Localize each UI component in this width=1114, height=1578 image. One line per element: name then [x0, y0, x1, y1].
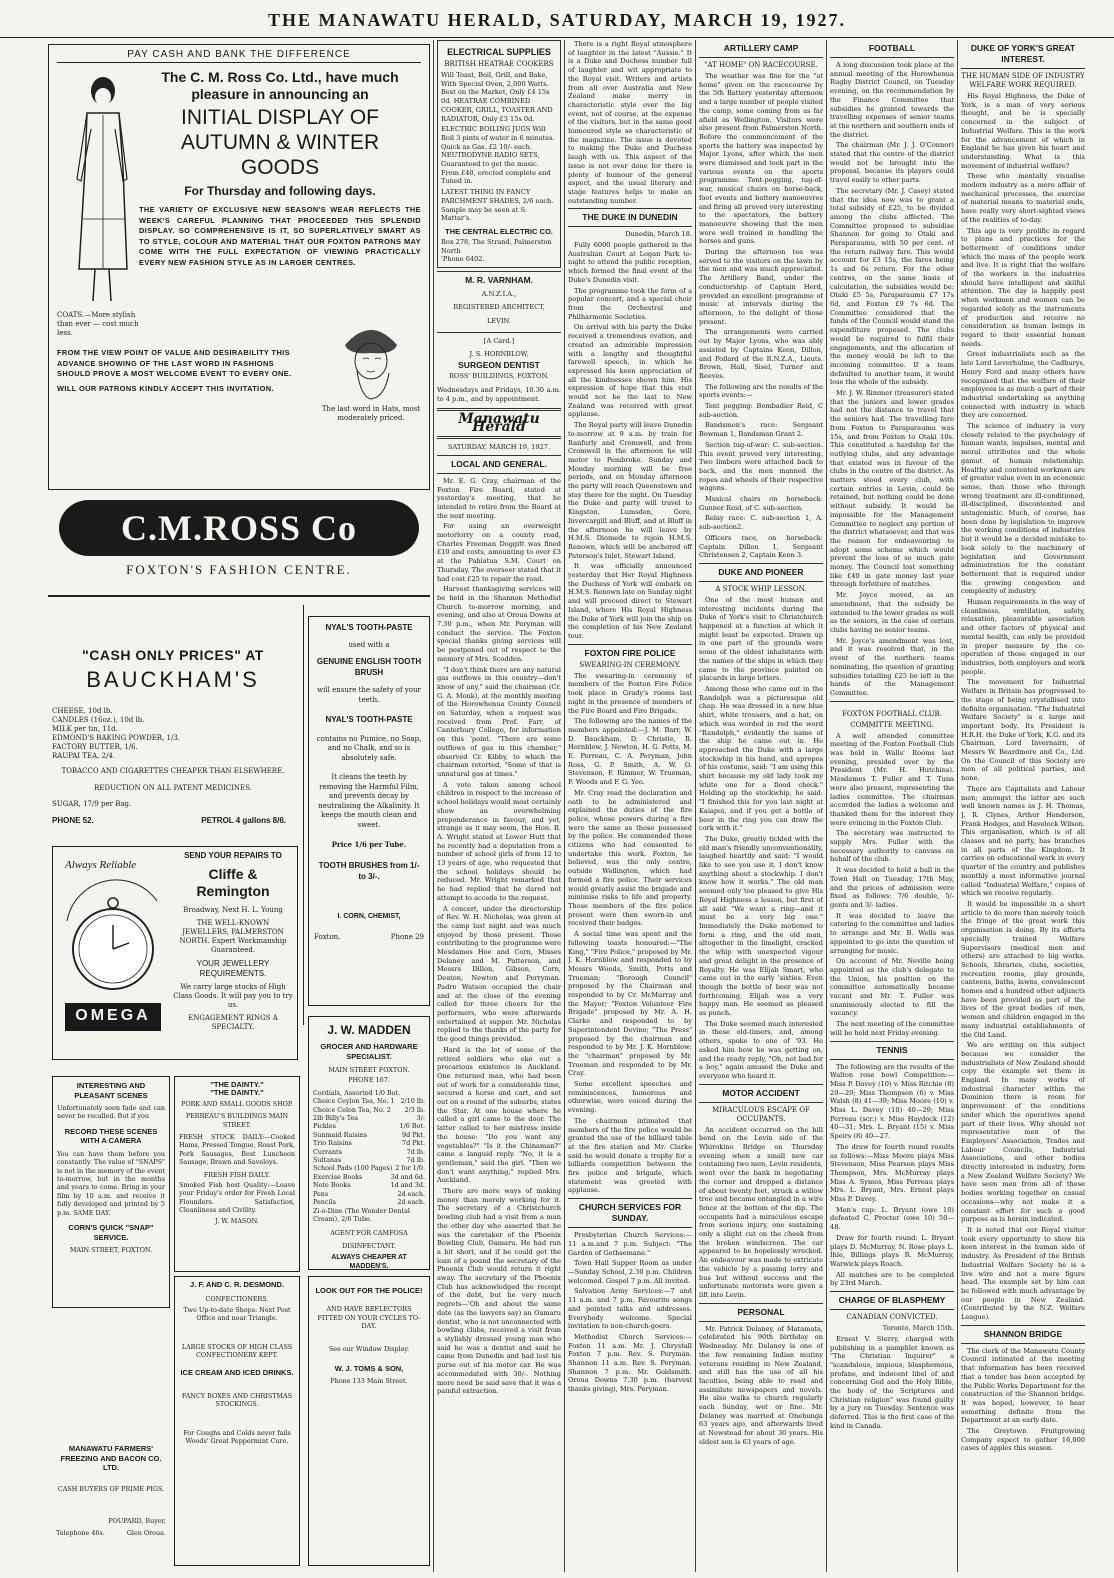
madden-title: GROCER AND HARDWARE SPECIALIST.	[320, 1042, 418, 1061]
madden-price-row	[313, 1148, 425, 1156]
football-body	[830, 61, 954, 698]
cliffe-name2: Remington	[196, 883, 270, 899]
football-paragraph: Mr. Joyce's amendment was lost, and it was resolved that, in the event of the northern teams nominating, the question of granting subsidies totalling £25 be left in the hands of the Management Committee.	[830, 636, 954, 697]
madden-item-price: 7d lb.	[406, 1147, 425, 1156]
club-heading: FOXTON FOOTBALL CLUB.	[842, 709, 942, 718]
ross-line5: For Thursday and following days.	[184, 184, 376, 198]
madden-item-name: Sultanas	[313, 1156, 342, 1165]
madden-agent: AGENT FOR CAMFOSA	[330, 1229, 408, 1238]
duke-interest-heading: DUKE OF YORK'S GREAT INTEREST.	[970, 43, 1076, 64]
pioneer-heading: DUKE AND PIONEER	[718, 566, 804, 577]
shannon-paragraph: The clerk of the Manawatu County Council intimated at the meeting that information has been received that a tender has been accepted by the Public Works Department for the construction of the Shannon bridge. It was hoped, however, to hear something definite from the Department at an early date.	[961, 1346, 1085, 1425]
nyal-chemist: I. CORN, CHEMIST,	[337, 912, 401, 920]
duke-interest-paragraph: There are Capitalists and Labour men; amongst the latter are such well known names as J. H. Thomas, J. R. Clynes, Arthur Henderson, Frank Hodges, and Havelock Wilson. This organisation, which is of all classes and no party, has branches in all parts of the Kingdom. It carries on educational work in every quarter of the country and publishes monthly a most informative journal called "Industrial Welfare," copies of which we receive regularly.	[961, 784, 1085, 898]
watch-brand-text: OMEGA	[75, 1007, 151, 1024]
pioneer-paragraph: The Duke, greatly tickled with the old man's friendly unconventionality, laughed heartily and said: "I would like to see you use it. I don't know anything about a stockwhip. I don't know how it works." The old man seemed only too pleased to give His Royal Highness a lesson, but first of all said "We want a ring—and it must be a very big one." Immediately the Duke motioned to form a ring, and the old man, altogether in the limelight, cracked the whip with unexpected vigour and great delight in the presence of Royalty. He was Elijah Smart, who came out in the early 'sixties. Even though the bottle of beer was not forthcoming, Elijah was a very happy man. He seemed as pleased as punch.	[699, 834, 823, 1018]
duke-dunedin-body	[568, 241, 692, 641]
nyal-phone: Phone 29	[390, 933, 424, 941]
ross-logo-text: C.M.ROSS Co	[120, 508, 358, 548]
artillery-paragraph: Officers race, on horseback: Captain Dillon 1, Sergeant Christensen 2, Captain Keen 3.	[699, 533, 823, 560]
madden-price-row	[313, 1164, 425, 1172]
tennis-body	[830, 1063, 954, 1289]
dainty-text5: Smoked Fish best Quality:—Leave your Friday's order for Fresh Local Flounders. Satisfaction, Cleanliness and Civility.	[179, 1181, 295, 1215]
madden-item-price: 1d and 3d.	[390, 1181, 425, 1190]
artillery-paragraph: Tent pegging: Bombadier Reid, C sub-section.	[699, 402, 823, 419]
madden-item-price: 2/10 lb.	[400, 1097, 425, 1106]
farmers-text: CASH BUYERS OF PRIME PIGS.	[57, 1484, 165, 1493]
electric-subheading: BRITISH HEATRAE COOKERS	[444, 60, 554, 68]
duke-interest-paragraph: This age is very prolific in regard to plans and practices for the betterment of conditions under which the mass of the people work and live. It is right that the welfare of the workers in the industries should have intelligent and skilful attention. The day is happily past when workmen and women can be regarded solely as the instruments of production and receive no consideration as human beings in regard to their essential human needs.	[961, 226, 1085, 348]
farmers-place: Glen Oroua.	[126, 1529, 166, 1538]
nyal-text3: contains no Pumice, no Soap, and no Chalk, and so is absolutely safe.	[316, 734, 422, 762]
madden-item-price: 2 for 1/0.	[395, 1164, 425, 1173]
electric-text3: LATEST THING IN FANCY PARCHMENT SHADES, 2/6 each. Sample may be seen at S. Mattar's.	[441, 188, 554, 223]
hat-woman-illustration	[331, 311, 411, 401]
artillery-paragraph: The weather was fine for the "at home" given on the racecourse by the 5th Battery yesterday afternoon and a large number of people visited the camp, some coming from as far afield as Wellington. Visitors were also present from Palmerston North. Before the commencement of the sports the battery was inspected by Major Lyons, after which the men were dismissed and took part in the various events on the sports programme. Tent-pegging, tug-of-war, musical chairs on horse-back, foot events and battery manoeuvres and firing all proved very interesting to the spectators, the battery manoeuvre showing that the men were well trained in handling the horses and guns.	[699, 72, 823, 246]
electric-phone: 'Phone 6402.	[441, 255, 485, 264]
duke-dunedin-paragraph: The Royal party will leave Dunedin to-morrow at 9 a.m. by train for Ranfurly and Cromwell, and from Cromwell in the afternoon he will motor to Pembroke. Sunday and Monday morning will be free periods, and on Monday afternoon the party will reach Queenstown and stay there for the night. On Tuesday the Duke and party will travel to Kingston, Lumsden, Gore, Invercargill and Bluff, and at Bluff in the afternoon he will leave by H.M.S. Diomede to rejoin H.M.S. Renown, which will be anchored off Paterson's Inlet, Stewart Island.	[568, 421, 692, 560]
madden-item-name: Note Books	[313, 1181, 351, 1190]
duke-dunedin-paragraph: The programme took the form of a popular concert, and a special choir from the Orchestral and Philharmonic Societies.	[568, 286, 692, 321]
column-rule	[695, 40, 696, 1572]
shannon-heading: SHANNON BRIDGE	[983, 1328, 1063, 1339]
tennis-paragraph: The following are the results of the Walton rose bowl Competition:—Miss P. Davey (10) v. Miss Ritchie (8) 20—29; Miss Thompson (6) v. Miss Walsh (8) 41—39; Miss Moore (10) v. Miss L. Davey (10) 40—29; Miss Perreau (scr.) v. Miss Haydock (12) 40—31; Mrs. L. Bryant (15) v. Miss Speirs (8) 40—27.	[830, 1062, 954, 1141]
blasphemy-paragraph: Ernest V. Sterry, charged with publishing in a pamphlet known as "The Christian Inquirer" a "scandalous, impious, blasphemous, profane, and indecent libel of and concerning God and the Holy Bible, the body of the Scriptures and Christian religion" was found guilty by a jury on Tuesday. Sentence was deferred. This is the first case of the kind in Canada.	[830, 1334, 954, 1430]
fire-police-paragraph: The following are the names of the members appointed:—J. M. Barr, W. D. Bauckham, D. Christie, R. Hornblow, J. Newton, H. G. Potts, M. E. Perreau, C. A. Peryman, John Ross, G. P. Smith, A. W. O. Stevenson, F. Rimmer, W. Trueman, F. Woods and F. G. Yeo.	[568, 717, 692, 787]
madden-advertisement	[308, 1016, 430, 1270]
bauckham-item: EDMOND'S BAKING POWDER, 1/3.	[52, 734, 181, 742]
local-general-body	[437, 477, 561, 1396]
blasphemy-dateline: Toronto, March 15th.	[882, 1324, 954, 1333]
camera-heading3: CORN'S QUICK "SNAP" SERVICE.	[68, 1223, 154, 1242]
madden-item-name: Sunmaid Raisins	[313, 1130, 368, 1139]
duke-dunedin-heading: THE DUKE IN DUNEDIN	[582, 212, 678, 223]
dainty-text2: PERREAU'S BUILDINGS MAIN STREET.	[185, 1112, 289, 1129]
church-paragraph: Salvation Army Services:—7 and 11 a.m. and 7 p.m. Favourite songs and pointed talks and addresses. Everybody welcome. Special invitation to non-church-goers.	[568, 1287, 692, 1331]
madden-price-row	[313, 1156, 425, 1164]
nyal-advertisement	[308, 616, 430, 1006]
madden-price-row	[313, 1139, 425, 1147]
camera-street: MAIN STREET, FOXTON.	[69, 1246, 153, 1255]
fire-police-paragraph: The chairman intimated that members of the fire police would be granted the use of the billiard table at the fire station and Mr. Clarke said he would donate a trophy for a billiards competition between the fire police and brigade, which statement was greeted with applause.	[568, 1116, 692, 1195]
fire-police-subheading: SWEARING-IN CEREMONY.	[579, 660, 681, 669]
bauckham-reduction: REDUCTION ON ALL PATENT MEDICINES.	[94, 784, 252, 792]
madden-price-row	[313, 1131, 425, 1139]
madden-price-row	[313, 1114, 425, 1122]
local-general-paragraph: Hard is the lot of some of the retired soldiers who eke out a precarious existence in Auckland. One returned man, who had been out of work for a considerable time, secured a horse and cart, and set out on a round of the suburbs, states the Star. At one house where he called a girl came to the door. The latter called to her mistress inside the house: "Do you want any vegetables?" "Is it the Chinaman?" came a languid reply. "No, it is a gentleman," said the girl. "Then we don't want anything," replied Mrs. Auckland.	[437, 1045, 561, 1185]
fire-police-paragraph: Mr. Cray read the declaration and oath to be administered and explained the duties of the fire police, whose powers during a fire were the same as those possessed by the police. He commended those citizens who had consented to undertake this work. Foxton, he believed, was the only centre, outside Wellington, which had formed a fire police. Their services would greatly assist the brigade and minimise risks to life and property. Those members of the fire police present were then sworn-in and received their badges.	[568, 788, 692, 928]
fashion-figure-illustration	[57, 69, 135, 309]
column-3	[699, 40, 823, 1572]
madden-item-name: Cordials, Assorted 1/0 Bot.	[313, 1088, 401, 1097]
artillery-heading: ARTILLERY CAMP	[723, 43, 799, 53]
artillery-paragraph: Section tug-of-war: C. sub-section. This event proved very interesting. Two limbers were attached back to back, and the men manned the ropes and wheels of their respective wagons.	[699, 440, 823, 493]
duke-interest-paragraph: Those who mentally visualise modern industry as a mere affair of mechanical processes, the exercise of material means to material ends, have really very short-sighted views of the realities of to-day.	[961, 172, 1085, 224]
church-paragraph: Presbyterian Church Services:— 11 a.m.and 7 p.m. Subject: "The Garden of Gethsemane."	[568, 1231, 692, 1257]
hornblow-hours: Wednesdays and Fridays, 10.30 a.m. to 4 p.m., and by appointment.	[437, 386, 561, 403]
aussie-article	[568, 40, 692, 205]
fire-police-paragraph: A social time was spent and the following toasts honoured:—"The King," "Fire Police," proposed by Mr. J. K. Hornblow and responded to by Messrs Woods, Smith, Potts and Trueman; "Borough Council" proposed by the Chairman and responded to by Cr. McMurray and the Mayor; "Foxton Volunteer Fire Brigade" proposed by Mr. A. H. Clarke and responded to by Superintendent Devine; "The Press" proposed by the chairman and responded to by Mr. J. K. Hornblow; the "chairman" proposed by Mr. Trueman and responded to by Mr. Cray.	[568, 930, 692, 1078]
ross-line4: GOODS	[240, 156, 320, 179]
cliffe-stock: We carry large stocks of High Class Goods. It will pay you to try us.	[173, 983, 293, 1009]
nyal-heading3: NYAL'S TOOTH-PASTE	[325, 715, 413, 724]
varnham-card	[437, 275, 561, 326]
local-general-heading: LOCAL AND GENERAL.	[451, 458, 547, 469]
madden-item-name: Pens	[313, 1189, 329, 1198]
madden-item-price: 2/3 lb.	[404, 1105, 425, 1114]
club-paragraph: The secretary was instructed to supply Mrs. Fuller with the necessary authority to canvass on behalf of the club.	[830, 829, 954, 864]
fire-police-paragraph: Some excellent speeches and reminiscences, humorous and otherwise, were voiced during the evening.	[568, 1080, 692, 1115]
divider	[303, 605, 304, 1025]
toms-name: W. J. TOMS & SON,	[334, 1364, 404, 1374]
duke-interest-paragraph: It is noted that our Royal visitor took every opportunity to show his keen interest in the human side of industry. As President of the British Industrial Welfare Society he is a live wire and not a mere figure head. The example set by him can be followed with much advantage by our people in New Zealand. (Contributed by the N.Z. Welfare League).	[961, 1226, 1085, 1322]
madden-item-name: 2lb Billy's Tea	[313, 1114, 359, 1123]
bauckham-items	[52, 707, 294, 761]
artillery-paragraph: Bandsmen's race: Sergeant Bowman 1, Bandsman Grant 2.	[699, 421, 823, 439]
church-heading: CHURCH SERVICES FOR SUNDAY.	[578, 1202, 682, 1224]
herald-nameplate: Manawatu Herald	[458, 410, 540, 436]
madden-name: J. W. MADDEN	[327, 1023, 411, 1037]
ross-line2: INITIAL DISPLAY OF	[180, 106, 379, 129]
electric-text1: Will Toast, Boil, Grill, and Bake, With Special Oven, 2,000 Watts. Best on the Market, Only £4 15s 0d. HEATRAE COMBINED COOKER, GRILL, TOASTER AND RADIATOR, Only £3 15s 0d.	[441, 71, 553, 123]
motor-body	[699, 1126, 823, 1300]
artillery-paragraph: The following are the results of the sports events:—	[699, 382, 823, 400]
dainty-owner: J. W. MASON.	[215, 1216, 259, 1225]
desmond-text2: Two Up-to-date Shops: Next Post Office and near Triangle.	[183, 1305, 291, 1323]
bauckham-item: CANDLES (16oz.), 10d lb.	[52, 716, 145, 724]
madden-item-price: 9d Pkt.	[402, 1130, 425, 1139]
local-general-paragraph: Harvest thanksgiving services will be held in the Shannon Methodist Church to-morrow morning, and evening, and also at Oroua Downs at 7.30 p.m., when Mr. Peryman will conduct the service. The Foxton special thanks giving services will be postponed out of respect to the memory of Mrs. Scodden.	[437, 585, 561, 663]
duke-interest-paragraph: We are writing on this subject because we consider the industrialists of New Zealand should copy the example set them in England. In many works of industrial character within the Dominion there is room for improvement of the conditions under which the operatives spend part of their lives. Why should not representative men of the Employers' Association, Trades and Labour Councils, Industrial Associations, and other bodies directly interested in industry, form a New Zealand Welfare Society? We have seen men from all of these bodies working together on casual occasions—why not make it a constant effort for such a good purpose as is herein indicated.	[961, 1041, 1085, 1224]
nyal-text1: used with a	[348, 640, 390, 649]
blasphemy-body	[830, 1335, 954, 1431]
local-general-paragraph: A vote taken among school children in respect to the increase of school holidays would most certainly show an overwhelming preponderance in favour, and yet, strange as it may seem, the Hon. R. A. Wright stated at Lower Hutt that he recently had a deputation from a number of school girls of from 12 to 13 years of age, who requested that the school holidays should be reduced. Mr. Wright remarked that he had replied that he dared not attempt to accede to the request.	[437, 780, 561, 902]
duke-interest-subheading: THE HUMAN SIDE OF INDUSTRY WELFARE WORK REQUIRED.	[961, 72, 1085, 89]
ross-logo	[59, 500, 419, 556]
madden-price-row	[313, 1198, 425, 1206]
blasphemy-subheading: CANADIAN CONVICTED.	[846, 1313, 938, 1322]
duke-interest-paragraph: Human requirements in the way of cleanliness, ventilation, safety, relaxation, pleasurable association and other factors of physical and mental health, can only be provided in proper measure by the co-operation of those engaged in our industries, both employers and work people.	[961, 598, 1085, 676]
madden-item-name: Trio Raisins	[313, 1139, 352, 1148]
cliffe-rings: ENGAGEMENT RINGS A SPECIALTY.	[188, 1014, 278, 1031]
madden-disinfect: DISINFECTANT.	[342, 1241, 396, 1250]
varnham-name: M. R. VARNHAM.	[465, 275, 533, 286]
tennis-paragraph: All matches are to be completed by 23rd March.	[830, 1270, 954, 1288]
newspaper-title: THE MANAWATU HERALD, SATURDAY, MARCH 19, 1927.	[267, 10, 847, 30]
divider	[48, 595, 430, 597]
football-paragraph: The chairman (Mr. J. J. O'Connor) stated that the centre of the district would not be brought into the proposal, because its players could travel easily to other parts.	[830, 141, 954, 185]
club-paragraph: A well attended committee meeting of the Foxton Football Club was held in Walls' Rooms last evening, presided over by the President (Mr. H. Hutchins). Mesdames T. Fuller and T. Tuna were also present, representing the ladies committee. The chairman accorded the ladies a welcome and thanked them for the interest they were evincing in the Foxton Club.	[830, 731, 954, 827]
duke-interest-body	[961, 92, 1085, 1322]
nyal-heading1: NYAL'S TOOTH-PASTE	[325, 623, 413, 632]
nyal-text2: will ensure the safety of your teeth.	[317, 686, 421, 704]
column-5	[961, 40, 1085, 1572]
shannon-paragraph: The Greytown Fruitgrowing Company expect to gather 16,000 cases of apples this season.	[961, 1427, 1085, 1453]
desmond-text3: LARGE STOCKS OF HIGH CLASS CONFECTIONERY KEPT.	[181, 1342, 293, 1360]
bauckham-phone: PHONE 52.	[52, 816, 94, 825]
ross-line1: The C. M. Ross Co. Ltd., have much pleasure in announcing an	[161, 69, 399, 102]
motor-paragraph: An accident occurred on the hill bend on the Levin side of the Whirokino Bridge on Thursday evening when a small new car containing two men, Levin residents, went over the bank in negotiating the corner and dropped a distance of about twenty feet, struck a willow tree and became entangled in a wire fence at the bottom of the dip. The occupants had a miraculous escape from serious injury, one sustaining only a slight cut on the cheek from the broken windscreen. The car appeared to be hopelessly wrecked. An endeavour was made to extricate the vehicle by a passing lorry and bus but without success and the unfortunate motorists were given a lift into Levin.	[699, 1125, 823, 1299]
cliffe-addr: Broadway, Next H. L. Young	[183, 906, 283, 914]
artillery-paragraph: The arrangements were carried out by Major Lyons, who was ably assisted by Captains Keen, Dillon, and Pollard of the R.N.Z.A., Lieuts. Brown, Hall, Sisel, Turner and Reeves.	[699, 328, 823, 380]
varnham-title: REGISTERED ARCHITECT,	[453, 302, 545, 311]
watch-top-text: Always Reliable	[65, 859, 137, 871]
football-paragraph: Mr. J. W. Rimmer (treasurer) stated that the juniors and lower grades had not the distance to travel that the seniors had. The travelling fare from Foxton to Paraparaumu was 15s, and from Foxton to Otaki 10s. This constituted a hardship for the outlying clubs, and any advantage that existed was in favour of the clubs in the centre of the district. As matters stood every club, with certain entries in Levin, could be retained, but nothing could be done without subsidy. It would be impossible for the Management Committee to neglect any portion of the district whatsoever, and that was the reason for endeavouring to adopt some scheme which would prevent the loss of so much gate money. The Council lost something like £40 in gate money last year through forfeiture of matches.	[830, 389, 954, 589]
church-paragraph: Methodist Church Services:— Foxton 11 a.m. Mr. J. Chrystall Foxton 7 p.m. Rev. S. Peryman. Shannon 11 a.m. Rev. S. Peryman. Shannon 7 p.m. Mr. Goldsmith. Oroua Downs 7.30 p.m. (harvest thanks giving), Mrs. Peryman.	[568, 1332, 692, 1394]
local-general-paragraph: A concert, under the directorship of Rev. W. H. Nicholas, was given at the camp last night and was much enjoyed by those present. Those contributing to the programme were Mesdames Hoe and Corn, Misses Delaney and M. Patterson, and Messrs Dillon, Gibson, Corn, Deaton, Newton and Perryman. Padre Watson occupied the chair and at the close of the evening called for three cheers for the performers, who were afterwards entertained at supper. Mr. Nicholas replied to the thanks of the party for the good things provided.	[437, 904, 561, 1044]
desmond-advertisement	[174, 1276, 300, 1566]
madden-street: MAIN STREET FOXTON.	[328, 1066, 410, 1074]
ross-hats: The last word in Hats, most moderately priced.	[321, 405, 421, 422]
pioneer-paragraph: One of the most human and interesting incidents during the Duke of York's visit to Christchurch happened at a function at which it might least be expected. Drawn up in one part of the grounds were some of the oldest inhabitants with the names of the ships in which they came to the province painted on placards in large letters.	[699, 595, 823, 683]
madden-item-name: School Pads (100 Pages)	[313, 1164, 393, 1173]
desmond-name: J. F. AND C. R. DESMOND.	[190, 1280, 284, 1289]
bauckham-item: MILK per tin, 11d.	[52, 725, 118, 733]
aussie-paragraph: There is a right Royal atmosphere of laughter in the latest "Aussie." It is a Duke and Duchess number full of laughter and wit appropriate to the Royal visit. Writers and artists from all over Australia and New Zealand make merry in characteristic style over the big event, not of course, at the expense of the visitors, but in the same good humoured style so characteristic of the magazine. The issue is devoted to making the Duke and Duchess laugh with us. This aspect of the issue is not over done for there is plenty of humour of the general aspect, and the usual literary and stage features helps to make an outstanding number.	[568, 40, 692, 205]
nyal-brush: TOOTH BRUSHES from 1/- to 3/-.	[318, 860, 420, 881]
pioneer-paragraph: The Duke seemed much interested in these old-timers, and, among others, spoke to one of '93. He asked him how he was getting on, and the ready reply, "Oh, not bad for a boy," again amused the Duke and everyone who heard it.	[699, 1019, 823, 1080]
club-paragraph: On account of Mr. Neville being appointed as the club's delegate to the Union, his position on the committee automatically became vacant and Mr. T. Fuller was unanimously elected to fill the vacancy.	[830, 957, 954, 1018]
artillery-subheading: "AT HOME" ON RACECOURSE.	[704, 61, 818, 69]
motor-heading: MOTOR ACCIDENT	[722, 1087, 800, 1098]
desmond-text5: FANCY BOXES AND CHRISTMAS STOCKINGS.	[181, 1391, 293, 1409]
madden-cheaper: ALWAYS CHEAPER AT MADDEN'S.	[331, 1254, 407, 1270]
artillery-paragraph: Relay race: C. sub-section 1, A. sub-section2.	[699, 514, 823, 532]
varnham-town: LEVIN.	[486, 317, 511, 326]
ross-banner: PAY CASH AND BANK THE DIFFERENCE	[57, 49, 421, 63]
church-paragraph: Town Hall Supper Room as under —Sunday School, 2.30 p.m. Children welcomed. Gospel 7 p.m. All invited.	[568, 1259, 692, 1285]
tennis-heading: TENNIS	[876, 1044, 908, 1055]
madden-item-name: Pickles	[313, 1122, 336, 1131]
electric-advertisement	[437, 40, 561, 268]
camera-text2: You can have them before you constantly. The value of "SNAPS" is not in the memory of the event to-morrow, but in the months and years to come. Bring in your film by 10 a.m. and receive it fully developed and printed by 5 p.m. SAME DAY.	[57, 1149, 165, 1217]
nyal-town: Foxton,	[314, 933, 341, 941]
madden-item-name: Pencils	[313, 1198, 336, 1207]
bauckham-heading2: BAUCKHAM'S	[86, 667, 260, 692]
pioneer-subheading: A STOCK WHIP LESSON.	[715, 584, 807, 593]
madden-item-price: 3/-	[416, 1114, 425, 1123]
column-4	[830, 40, 954, 1572]
bauckham-item: FACTORY BUTTER, 1/6.	[52, 743, 138, 751]
madden-item-name: Currants	[313, 1147, 342, 1156]
motor-subheading: MIRACULOUS ESCAPE OF OCCUPANTS.	[712, 1105, 810, 1123]
camera-heading2: RECORD THESE SCENES WITH A CAMERA	[64, 1126, 158, 1146]
hornblow-addr: ROSS' BUILDINGS, FOXTON.	[449, 371, 549, 380]
toms-heading: LOOK OUT FOR THE POLICE!	[315, 1286, 423, 1295]
column-rule	[433, 40, 434, 1572]
bauckham-item: RAUPAI TEA, 2/4.	[52, 752, 116, 760]
duke-dunedin-dateline: Dunedin, March 18.	[625, 230, 692, 239]
shannon-body	[961, 1347, 1085, 1453]
ross-logo-banner	[48, 496, 430, 588]
farmers-heading: MANAWATU FARMERS' FREEZING AND BACON CO. LTD.	[60, 1444, 162, 1472]
column-1	[437, 40, 561, 1572]
dainty-text4: FRESH FISH DAILY.	[203, 1170, 271, 1179]
dainty-text1: PORK AND SMALL GOODS SHOP.	[181, 1099, 293, 1108]
duke-interest-paragraph: The movement for Industrial Welfare in Britain has progressed to the stage of being crystallised into definite organisation. "The Industrial Welfare Society" is a large and important body. Its President is H.R.H. the Duke of York, K.G. and its Chairman, Lord Invernairn, of Messrs W. Beardmore and Co., Ltd. On the Council of this Society are men of all political parties, and none.	[961, 678, 1085, 783]
fire-police-paragraph: The swearing-in ceremony of members of the Foxton Fire Police took place in Grady's rooms last night in the presence of members of the Fire Board and Fire Brigade.	[568, 671, 692, 715]
camera-text1: Unfortunately soon fade and can never be recalled. But if you	[57, 1104, 165, 1121]
bauckham-heading1: "CASH ONLY PRICES" AT	[82, 647, 264, 663]
madden-price-row	[313, 1106, 425, 1114]
personal-heading: PERSONAL	[737, 1306, 785, 1317]
club-paragraph: It was decided to hold a ball in the Town Hall on Tuesday, 17th May, and the prices of admission were fixed as follows: 7/6 double, 5/- gents and 3/- ladies.	[830, 866, 954, 909]
toms-window: See our Window Display.	[328, 1344, 410, 1353]
madden-item-name: Choice Ceylon Tea, No. 1	[313, 1097, 395, 1106]
duke-dunedin-paragraph: Fully 6000 people gathered in the Australian Court at Logan Park to-night to attend the public reception, which formed the final event of the Duke's Dunedin visit.	[568, 241, 692, 284]
madden-price-row	[313, 1173, 425, 1181]
madden-phone: PHONE 167.	[348, 1076, 390, 1085]
local-general-paragraph: There are more ways of making money than merely working for it. The secretary of a Christchurch bowling club had a visit from a man the other day who asserted that he was the caretaker of the Phoenix Bowling Club, Oamaru. He had run a bit short, and if he could get the loan of a pound the secretary of the Phoenix Club would return it right away. The secretary of the Phoenix Club has acknowledged the receipt of the debt, but he very much regrets—'Oh and about the same date (as the lawyers say) an Oamaru dentist, who is not unconnected with bowling clubs, received a visit from a stylishly dressed young man who said he was a dentist and said he came from Dunedin and had lost his purse out of his motor car. He was accommodated with 30/-. Nothing more need be said save that it was a painful extraction.	[437, 1187, 561, 1396]
football-paragraph: A long discussion took place at the annual meeting of the Horowhenua Rugby District Council, on Tuesday evening, on the recommendation by the Finance Committee that subsidies be granted towards the travelling expenses of senior teams at the northern and southern ends of the district.	[830, 61, 954, 139]
cliffe-name1: Cliffe &	[208, 866, 258, 882]
madden-price-row	[313, 1089, 425, 1097]
madden-item-price: 1/6 Bot.	[399, 1122, 425, 1131]
ross-invite: WILL OUR PATRONS KINDLY ACCEPT THIS INVITATION.	[57, 383, 274, 393]
nyal-heading2: GENUINE ENGLISH TOOTH BRUSH	[316, 657, 422, 677]
cliffe-send: SEND YOUR REPAIRS TO	[184, 851, 282, 860]
madden-items	[313, 1089, 425, 1224]
bauckham-petrol: PETROL 4 gallons 8/6.	[201, 816, 286, 825]
madden-item-price: 2d each.	[397, 1189, 425, 1198]
blasphemy-heading: CHARGE OF BLASPHEMY	[838, 1295, 946, 1306]
artillery-paragraph: Musical chairs on horseback: Gunner Reid, of C. sub-section.	[699, 495, 823, 512]
madden-item-name: Zi-o-Dine (The Wonder Dental Cream), 2/6 Tube.	[313, 1206, 410, 1223]
personal-body	[699, 1325, 823, 1447]
madden-price-row	[313, 1097, 425, 1105]
ross-coats: COATS.—More stylish than ever — cost much less.	[57, 311, 139, 337]
nyal-text4: It cleans the teeth by removing the Harmful Film, and prevents decay by neutralising the Alkalinity. It keeps the mouth clean and sweet.	[318, 773, 420, 829]
hornblow-card-label: [A Card.]	[483, 337, 515, 346]
madden-price-row	[313, 1181, 425, 1189]
madden-price-row	[313, 1190, 425, 1198]
pioneer-paragraph: Among those who came out in the Randolph was a picturesque old chap. He was dressed in a new blue shirt, white trousers, and a hat, on which was worded in red the word "Randolph," evidently the name of the ship he came out in. He approached the Duke with a large stockwhip in his hand, and apropos of his costume, said: "I am using this shirt because my old lady took my white one for a flood check." Holding up the stockwhip, he said: "I finished this for you last night at Kaiapoi, and if you get a bottle of beer in the ring you can draw the cork with it."	[699, 685, 823, 833]
football-paragraph: The secretary (Mr. J. Casey) stated that the idea now was to grant a total subsidy of £25, to be divided among the clubs affected. The Committee proposed to subsidise Shannon for going to Otaki and Paraparaumu, with 50 per cent. of the return railway fare. This would account for £3 15s, the fares being 1s and 6s return. For the other centres, on the same basis of calculation, the subsidies would be: Otaki £5 5s, Paraparaumu £7 17s 6d, and Foxton £9 7s 6d. The Committee considered that the funds of the Council would stand the expenditure proposed. The clubs would be required to fulfil their engagements, and the allocation of the money would be left to the incoming committee. If a team defaulted to another team, it would lose the whole of the subsidy.	[830, 186, 954, 387]
football-heading: FOOTBALL	[868, 43, 916, 53]
madden-item-price: 2d each.	[397, 1198, 425, 1207]
madden-item-name: Choice Celon Tea, No. 2	[313, 1105, 391, 1114]
bauckham-advertisement	[48, 605, 298, 845]
bauckham-item: CHEESE, 10d lb.	[52, 707, 113, 715]
madden-price-row	[313, 1122, 425, 1130]
cliffe-advertisement	[52, 846, 298, 1060]
bauckham-sugar: SUGAR, 17/9 per Bag.	[52, 800, 132, 808]
artillery-paragraph: During the afternoon tea was served to the visitors on the lawn by the men and was much appreciated. The Artillery Band, under the conductorship of Captain Herd, provided an excellent programme of music at intervals during the afternoon, to the delight of those present.	[699, 248, 823, 326]
local-general-paragraph: Mr. E. G. Cray, chairman of the Foxton Fire Board, stated at yesterday's meeting, that he intended to retire from the Board at the next meeting.	[437, 476, 561, 520]
personal-paragraph: Mr. Patrick Delaney, of Matamata, celebrated his 90th birthday on Wednesday. Mr. Delaney is one of the few remaining Indian mutiny veterans residing in New Zealand, and still has the use of all his faculties, being able to read and assimilate newspapers and novels. He also walks to church regularly each Sunday, wet or fine. Mr. Delaney was married at Onehunga 63 years ago, and afterwards lived at Newstead for about 30 years. His eldest son is 63 years of age.	[699, 1324, 823, 1446]
church-body	[568, 1231, 692, 1394]
fire-police-body	[568, 672, 692, 1195]
ross-view: FROM THE VIEW POINT OF VALUE AND DESIRABILITY THIS ADVANCE SHOWING OF THE LAST WORD IN FASHIONS SHOULD PROVE A MOST WELCOME EVENT TO EVERY ONE.	[57, 348, 292, 378]
column-rule	[957, 40, 958, 1572]
dainty-text3: FRESH STOCK DAILY:—Cooked Hams, Pressed Tongue, Roast Pork, Pork Sausages, Best Luncheon Sausage, Brawn and Saveloys.	[179, 1133, 295, 1167]
duke-interest-paragraph: His Royal Highness, the Duke of York, is a man of very serious thought, and he is specially concerned in the subject of Industrial Welfare. This is the work for the advancement of which in England he has given his heart and understanding. What is this movement of industrial welfare?	[961, 92, 1085, 170]
duke-dunedin-paragraph: It was officially announced yesterday that Her Royal Highness the Duchess of York will embark on H.M.S. Renown late on Sunday night and will proceed direct to Stewart Island, where His Royal Highness the Duke of York will join the ship on the completion of his New Zealand tour.	[568, 562, 692, 640]
tennis-paragraph: The draw for fourth round results as follows:—Miss Moore plays Miss Stevenson, Miss Pearson plays Miss Thompson, Mrs. McMurray plays Miss A. Symes, Miss Perreau plays Mrs. L. Bryant, Mrs. Ernest plays Miss P. Davey.	[830, 1142, 954, 1204]
electric-company: THE CENTRAL ELECTRIC CO.	[445, 226, 553, 236]
desmond-text4: ICE CREAM AND ICED DRINKS.	[180, 1368, 294, 1378]
duke-interest-paragraph: Great industrialists such as the late Lord Leverhulme, the Cadburys, Henry Ford and many others have recognised that the welfare of their employees is as much a part of their industrial undertaking as anything connected with industry in which they are concerned.	[961, 350, 1085, 420]
herald-date: SATURDAY, MARCH 19, 1927.	[447, 443, 551, 452]
dainty-heading1: "THE DAINTY."	[210, 1080, 264, 1089]
farmers-advertisement	[52, 1440, 170, 1568]
duke-interest-paragraph: It would be impossible in a short article to do more than merely touch the fringe of the great work this organisation is doing. By its efforts specially trained Welfare Supervisors (medical men and others) are attached to big works. Schools, libraries, clubs, societies, recreation rooms, play grounds, canteens, baths, lawns, convalescent homes and a hundred other adjuncts have been provided as part of the lives of the great bodies of men, women and children engaged in the many industrial establishments of the Old Land.	[961, 899, 1085, 1039]
column-rule	[826, 40, 827, 1572]
football-paragraph: Mr. Joyce moved, as an amendment, that the subsidy be extended to the lower grades as well as the seniors, in the case of certain clubs having no senior teams.	[830, 591, 954, 634]
madden-price-row	[313, 1207, 425, 1224]
desmond-text1: CONFECTIONERS.	[205, 1295, 269, 1304]
nyal-price: Price 1/6 per Tube.	[331, 840, 407, 849]
dainty-advertisement	[174, 1076, 300, 1272]
dainty-heading2: "THE DAINTY."	[210, 1088, 264, 1098]
madden-item-name: Exercise Books	[313, 1172, 363, 1181]
farmers-tel: Telephone 46s.	[56, 1529, 105, 1538]
duke-dunedin-paragraph: On arrival with his party the Duke received a tremendous ovation, and created an admirable impression with a lengthy and thoughtful farewell speech, in which he expressed his keen appreciation of all the kindnesses shown him. His expression of hope that this visit would not be the last to New Zealand was received with great applause.	[568, 323, 692, 419]
ross-centre-text: FOXTON'S FASHION CENTRE.	[126, 562, 352, 577]
cliffe-body: THE WELL-KNOWN JEWELLERS, PALMERSTON NORTH. Expert Workmanship Guaranteed.	[179, 919, 287, 954]
club-paragraph: It was decided to leave the catering to the committee and ladies to arrange and Mr. B. Wells was appointed to go into the question of arranging for music.	[830, 911, 954, 955]
column-2	[568, 40, 692, 1572]
fire-police-heading: FOXTON FIRE POLICE	[584, 647, 676, 658]
madden-item-price: 7d Pkt.	[402, 1139, 425, 1148]
artillery-body	[699, 72, 823, 560]
toms-advertisement	[308, 1276, 430, 1566]
hornblow-name: J. S. HORNBLOW,	[469, 349, 529, 358]
duke-interest-paragraph: The science of industry is very closely related to the psychology of human wants, impulses, mental and moral attributes and the whole gamut of human relationship. Healthy and contented workmen are of greater value even in an economic sense, than those who through wrong treatment are ill-conditioned, ill-disciplined, discontented and antagonistic. Much, of course, has been done by legislation to improve the working conditions of industries but it would be a decided mistake to look solely to the machinery of legislation and Government administration for the constant betterment that is required under the growing congestion and complexity of industry.	[961, 422, 1085, 596]
madden-item-price: 3d and 6d.	[390, 1172, 425, 1181]
desmond-text6: For Coughs and Colds never fails Woods' Great Peppermint Cure.	[183, 1428, 291, 1446]
electric-heading: ELECTRICAL SUPPLIES	[447, 47, 551, 57]
local-general-paragraph: "I don't think there are any natural gas outflows in this country—don't know of any," said the chairman (Cr. G. A. Monk), at the monthly meeting of the Horowhenua County Council on Saturday, when a request was received from Prof. Farr, of Canterbury College, for information on this 'point. "There are some outflows of gas in this chamber," observed Cr. Kibby, to which the chairman retorted, "Some of that is unnatural gas at times."	[437, 665, 561, 778]
camera-heading1: INTERESTING AND PLEASANT SCENES	[74, 1081, 148, 1100]
ross-advertisement	[48, 44, 430, 490]
hornblow-title: SURGEON DENTIST	[458, 359, 540, 370]
electric-box: Box 278, The Strand, Palmerston North	[441, 237, 552, 255]
camera-advertisement	[52, 1076, 170, 1308]
club-paragraph: The next meeting of the committee will be held next Friday evening.	[830, 1020, 954, 1037]
tennis-paragraph: Draw for fourth round: L. Bryant plays D. McMurray, N. Rose plays L. Ihle, Billings plays R. McMurray, Warwick plays Roach.	[830, 1233, 954, 1268]
varnham-quals: A.N.Z.I.A.,	[481, 290, 517, 299]
ross-line3: AUTUMN & WINTER	[180, 131, 380, 154]
toms-addr: Phone 133 Main Street.	[330, 1377, 408, 1386]
cliffe-repair: YOUR JEWELLERY REQUIREMENTS.	[196, 959, 270, 978]
tennis-paragraph: Men's cup: L. Bryant (owe 10) defeated C. Procter (owe 10) 50—48.	[830, 1205, 954, 1232]
farmers-buyer: POUPARD, Buyer,	[108, 1516, 166, 1525]
bauckham-tobacco: TOBACCO AND CIGARETTES CHEAPER THAN ELSEWHERE.	[61, 767, 285, 775]
masthead	[0, 4, 1114, 38]
pioneer-body	[699, 596, 823, 1081]
hornblow-card	[437, 337, 561, 404]
club-subheading: COMMITTE MEETING.	[850, 720, 934, 729]
toms-text: AND HAVE REFLECTORS FITTED ON YOUR CYCLES TO-DAY.	[317, 1305, 421, 1331]
column-rule	[564, 40, 565, 1572]
electric-text2: ELECTRIC BOILING JUGS Will Boil 3 pints of water in 6 minutes. Quick as Gas. £2 10/- each. NEUTRODYNE RADIO SETS, Guaranteed to get the music. From £40, erected complete and Tuned in.	[441, 125, 555, 186]
club-body	[830, 732, 954, 1038]
madden-item-price: 7d lb.	[406, 1156, 425, 1165]
local-general-paragraph: For using an overweight motorlorry on a county road, Charles Freeman Doggitt was fined £10 and costs, amounting to over £3 at the Pahiatua S.M. Court on Thursday. The overseer stated that it had cost £25 to repair the road.	[437, 522, 561, 583]
ross-body: THE VARIETY OF EXCLUSIVE NEW SEASON'S WEAR REFLECTS THE WEEK'S CAREFUL PLANNING THAT PROCEEDED THIS SPLENDID DISPLAY. SO COMPREHENSIVE IS IT, SO SUPERLATIVELY SMART AS TO STYLE, COLOUR AND MATERIAL THAT OUR FOXTON PATRONS MAY COME WITH THE FULL EXPECTATION OF VIEWING PRACTICALLY EVERY NEW FASHION STYLE AS IN LARGER CENTRES.	[139, 205, 421, 267]
